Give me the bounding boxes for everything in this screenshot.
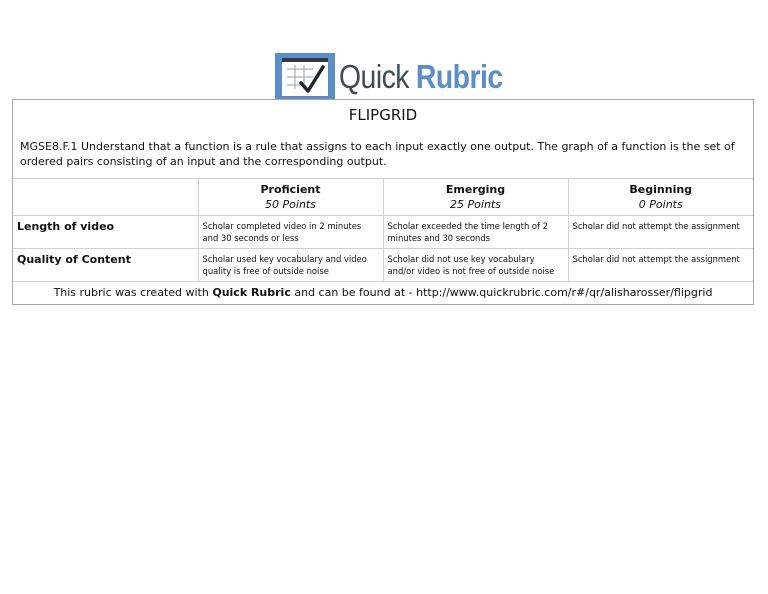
rubric-table	[13, 179, 753, 282]
logo-word-quick: Quick	[339, 58, 409, 95]
footer-prefix: This rubric was created with	[53, 286, 213, 299]
level-points: 25 Points	[450, 198, 501, 211]
logo-word-rubric: Rubric	[415, 58, 503, 95]
criterion-cell: Scholar did not attempt the assignment	[568, 216, 753, 249]
criterion-name: Length of video	[13, 216, 198, 249]
rubric-title: FLIPGRID	[348, 106, 418, 124]
rubric-panel	[12, 99, 754, 305]
level-points: 50 Points	[265, 198, 316, 211]
rubric-grid-check-icon	[275, 53, 335, 100]
rubric-description: MGSE8.F.1 Understand that a function is a rule that assigns to each input exactly one output. The graph of a function is the set of ordered pairs consisting of an input and the corresponding output.	[13, 130, 753, 179]
level-name: Emerging	[445, 183, 506, 196]
level-name: Beginning	[629, 183, 693, 196]
criterion-name: Quality of Content	[13, 249, 198, 282]
level-points: 0 Points	[638, 198, 683, 211]
criterion-cell: Scholar did not use key vocabulary and/or video is not free of outside noise	[383, 249, 568, 282]
level-header-emerging	[383, 179, 568, 216]
level-name: Proficient	[260, 183, 321, 196]
header-empty-cell	[13, 179, 198, 216]
quick-rubric-logo	[275, 53, 529, 100]
footer-suffix: and can be found at - http://www.quickrubric.com/r#/qr/alisharosser/flipgrid	[290, 286, 713, 299]
criterion-cell: Scholar completed video in 2 minutes and 30 seconds or less	[198, 216, 383, 249]
level-header-proficient	[198, 179, 383, 216]
logo-wordmark	[339, 53, 503, 100]
footer-brand: Quick Rubric	[212, 286, 291, 299]
criterion-cell: Scholar exceeded the time length of 2 minutes and 30 seconds	[383, 216, 568, 249]
criterion-row-length-of-video	[13, 216, 753, 249]
rubric-header-row	[13, 179, 753, 216]
rubric-footer	[13, 282, 753, 304]
criterion-cell: Scholar did not attempt the assignment	[568, 249, 753, 282]
level-header-beginning	[568, 179, 753, 216]
criterion-cell: Scholar used key vocabulary and video quality is free of outside noise	[198, 249, 383, 282]
criterion-row-quality-of-content	[13, 249, 753, 282]
